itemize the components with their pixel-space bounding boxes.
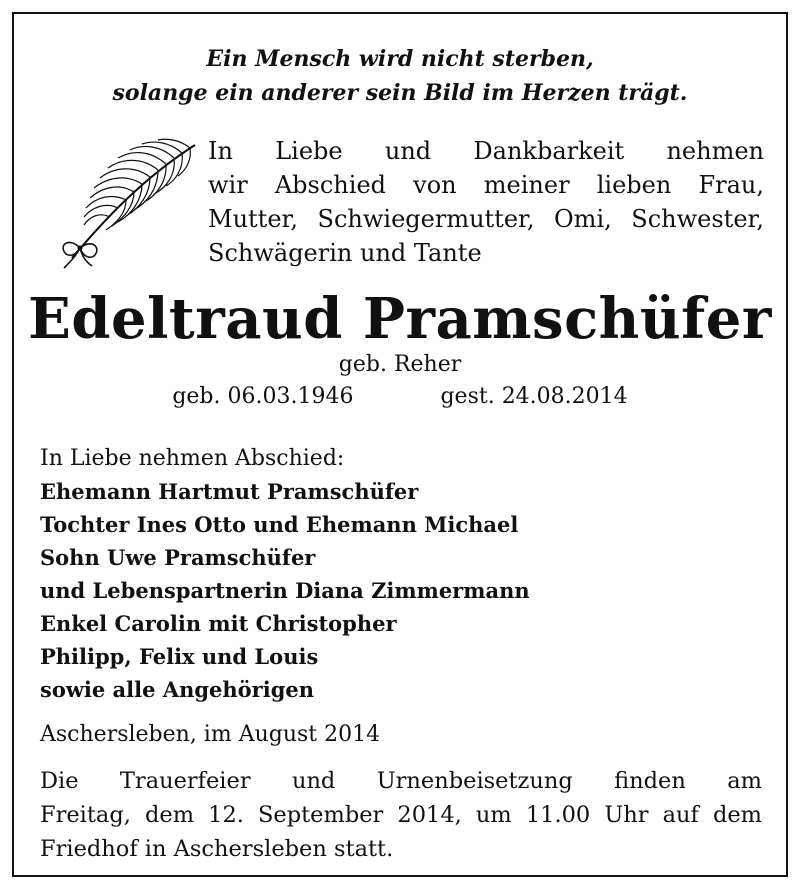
mourner-line: Sohn Uwe Pramschüfer	[40, 545, 316, 570]
intro-text	[208, 134, 764, 270]
funeral-line: Friedhof in Aschersleben statt.	[40, 836, 394, 862]
motto	[14, 42, 786, 110]
mourner-line: sowie alle Angehörigen	[40, 677, 315, 702]
mourner-line: Enkel Carolin mit Christopher	[40, 611, 397, 636]
maiden-name: geb. Reher	[338, 352, 462, 377]
motto-line-2: solange ein anderer sein Bild im Herzen trägt.	[112, 80, 688, 106]
intro-line: Schwägerin und Tante	[208, 239, 482, 267]
mourner-line: Philipp, Felix und Louis	[40, 644, 319, 669]
funeral-line: Freitag, dem 12. September 2014, um 11.00 Uhr auf dem	[40, 802, 762, 828]
mourners-list	[40, 442, 760, 706]
mourner-line: Tochter Ines Otto und Ehemann Michael	[40, 512, 519, 537]
deceased-name: Edeltraud Pramschüfer	[28, 286, 772, 352]
birth-date: geb. 06.03.1946	[172, 384, 354, 409]
motto-line-1: Ein Mensch wird nicht sterben,	[206, 46, 594, 72]
life-dates	[14, 382, 786, 412]
intro-line: wir Abschied von meiner lieben Frau,	[208, 171, 764, 199]
intro-line: Mutter, Schwiegermutter, Omi, Schwester,	[208, 205, 764, 233]
mourners-heading: In Liebe nehmen Abschied:	[40, 446, 345, 471]
death-date: gest. 24.08.2014	[440, 384, 628, 409]
mourner-line: Ehemann Hartmut Pramschüfer	[40, 479, 419, 504]
feather-with-bow-icon	[50, 130, 200, 270]
obituary-frame	[12, 12, 788, 877]
mourner-line: und Lebenspartnerin Diana Zimmermann	[40, 578, 530, 603]
intro-line: In Liebe und Dankbarkeit nehmen	[208, 137, 764, 165]
funeral-notice	[40, 764, 762, 866]
place-date: Aschersleben, im August 2014	[40, 722, 381, 747]
funeral-line: Die Trauerfeier und Urnenbeisetzung finden am	[40, 768, 762, 794]
